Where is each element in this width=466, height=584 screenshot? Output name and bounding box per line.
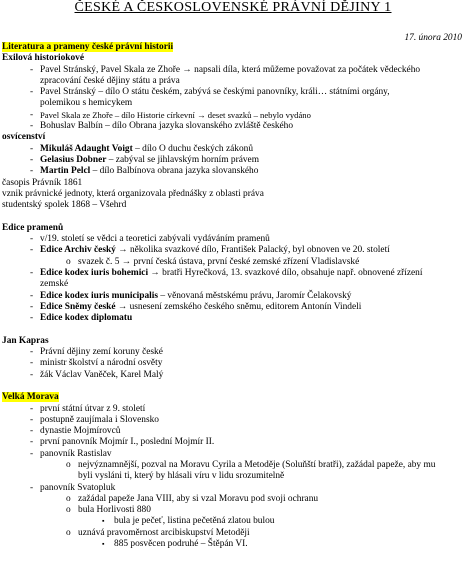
list-item: Právní dějiny zemí koruny české [40,347,163,358]
dash-bullet: - [30,437,34,448]
dash-bullet: - [30,290,34,301]
document-body [2,42,466,550]
dash-bullet: - [30,245,34,256]
list-item: Edice kodex iuris municipalis – věnovaná městskému právu, Jaromír Čelakovský [40,290,352,301]
dash-bullet: - [30,234,34,245]
dash-bullet: - [30,267,34,278]
dash-bullet: - [30,403,34,414]
document-date: 17. února 2010 [404,33,462,43]
dash-bullet: - [30,109,34,120]
list-item: ministr školství a národní osvěty [40,358,163,369]
dash-bullet: - [30,426,34,437]
circle-bullet: o [66,459,71,470]
paragraph: studentský spolek 1868 – Všehrd [2,200,127,211]
sub-list-item: zažádal papeže Jana VIII, aby si vzal Moravu pod svoji ochranu [78,493,319,504]
list-item-continued: zemské [40,279,69,290]
dash-bullet: - [30,166,34,177]
list-item: Gelasius Dobner – zabýval se jihlavským horním právem [40,154,259,165]
sub-list-item-continued: byli vysláni ti, který by hlásali víru v lidu srozumitelně [78,471,285,482]
list-item-continued: zpracování české dějiny státu a práva [40,75,180,86]
section-heading-editions: Edice pramenů [2,222,64,233]
list-item: Bohuslav Balbín – dílo Obrana jazyka slovanského zvláště českého [40,121,294,132]
paragraph: časopis Právník 1861 [2,177,83,188]
section-heading-literature: Literatura a prameny české právní historii [2,42,174,52]
sub-sub-list-item: 885 posvěcen podruhé – Štěpán VI. [114,539,248,550]
dash-bullet: - [30,414,34,425]
circle-bullet: o [66,256,71,267]
list-item: Martin Pelcl – dílo Balbínova obrana jazyka slovanského [40,166,259,177]
paragraph: vznik právnické jednoty, která organizovala přednášky z oblasti práva [2,188,264,199]
list-item: první státní útvar z 9. století [40,403,146,414]
dash-bullet: - [30,482,34,493]
list-item: postupně zaujímala i Slovensko [40,414,159,425]
list-item: Pavel Stránský, Pavel Skala ze Zhoře → napsali díla, která můžeme považovat za počátek vědeckého [40,64,421,75]
list-item: Edice kodex iuris bohemici → bratři Hyrečková, 13. svazkové dílo, obsahuje např. obnovené zřízení [40,267,423,278]
document-title: ČESKÉ A ČESKOSLOVENSKÉ PRÁVNÍ DĚJINY 1 [74,0,392,15]
circle-bullet: o [66,527,71,538]
dash-bullet: - [30,347,34,358]
subheading-exile: Exilová historiokové [2,53,85,64]
dash-bullet: - [30,121,34,132]
list-item: panovník Rastislav [40,448,112,459]
list-item: žák Václav Vaněček, Karel Malý [40,369,164,380]
section-heading-great-moravia: Velká Morava [2,392,59,403]
sub-list-item: uznává pravoměrnost arcibiskupství Metoději [78,527,250,538]
list-item: první panovník Mojmír I., poslední Mojmír II. [40,437,215,448]
list-item: Edice Archiv český → několika svazkové dílo, František Palacký, byl obnoven ve 20. století [40,245,390,256]
list-item: Edice Sněmy české → usnesení zemského českého sněmu, editorem Antonín Vindeli [40,301,362,312]
list-item: Pavel Stránský – dílo O státu českém, zabývá se českými panovníky, králi… státními orgány, [40,87,390,98]
list-item: dynastie Mojmírovců [40,426,121,437]
dash-bullet: - [30,358,34,369]
list-item: Edice kodex diplomatu [40,313,133,324]
list-item-continued: polemikou s hemicykem [40,98,133,109]
sub-list-item: bula Horlivosti 880 [78,505,151,516]
list-item: panovník Svatopluk [40,482,116,493]
section-heading-kapras: Jan Kapras [2,335,49,346]
dash-bullet: - [30,301,34,312]
square-bullet: ▪ [102,540,105,549]
list-item: Pavel Skala ze Zhoře – dílo Historie církevní → deset svazků – nebylo vydáno [40,109,311,120]
square-bullet: ▪ [102,517,105,526]
circle-bullet: o [66,505,71,516]
dash-bullet: - [30,369,34,380]
list-item: Mikuláš Adaught Voigt – dílo O duchu českých zákonů [40,143,254,154]
subheading-enlightenment: osvícenství [2,132,46,143]
list-item: v/19. století se vědci a teoretici zabývali vydáváním pramenů [40,234,270,245]
circle-bullet: o [66,493,71,504]
dash-bullet: - [30,313,34,324]
dash-bullet: - [30,448,34,459]
sub-sub-list-item: bula je pečeť, listina pečetěná zlatou bulou [114,516,275,527]
sub-list-item: svazek č. 5 → první česká ústava, první české zemské zřízení Vladislavské [78,256,360,267]
dash-bullet: - [30,143,34,154]
dash-bullet: - [30,154,34,165]
dash-bullet: - [30,64,34,75]
sub-list-item: nejvýznamnější, pozval na Moravu Cyrila a Metoděje (Soluňští bratři), zažádal papeže, aby mu [78,459,436,470]
dash-bullet: - [30,87,34,98]
